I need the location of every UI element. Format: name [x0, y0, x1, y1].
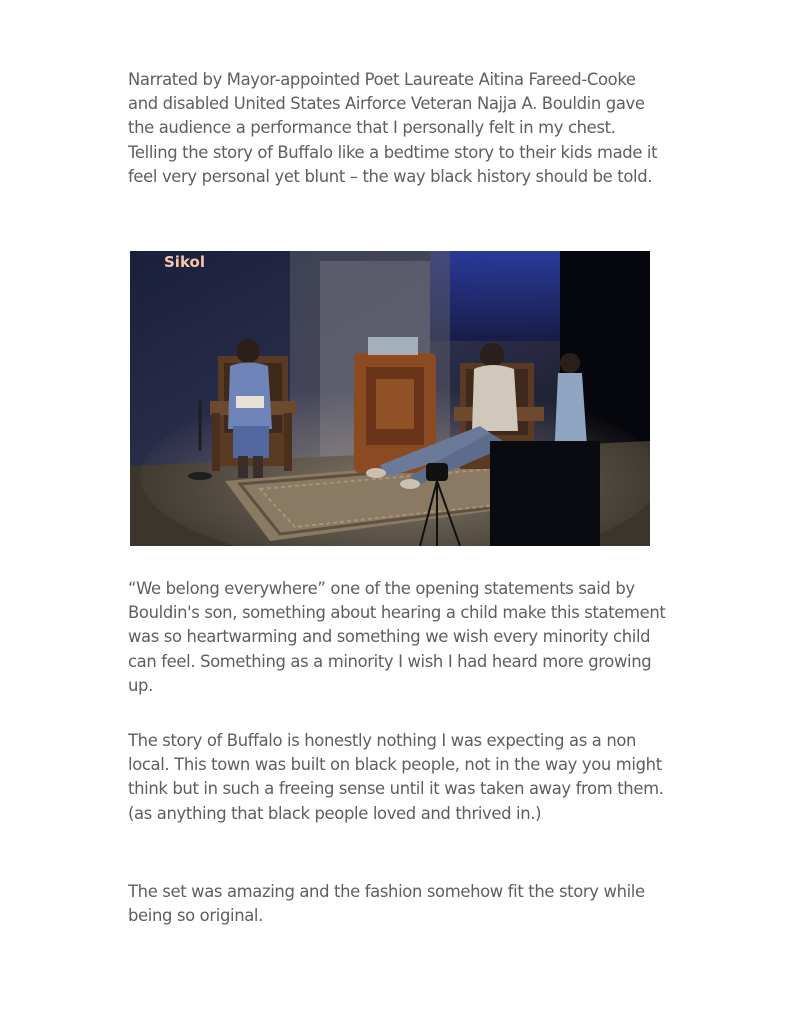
stage-scene-illustration — [130, 251, 650, 546]
article-paragraph-buffalo: The story of Buffalo is honestly nothing I was expecting as a non local. This town was built on black people, not in the way you might think but in such a freeing sense until it was taken away from them. (as anything that black people loved and thrived in.) — [128, 731, 664, 823]
article-paragraph-belong: “We belong everywhere” one of the opening statements said by Bouldin's son, something about hearing a child make this statement was so heartwarming and something we wish every minority child can feel. Something as a minority I wish I had heard more growing up. — [128, 579, 666, 695]
article-paragraph-set: The set was amazing and the fashion somehow fit the story while being so original. — [128, 882, 645, 926]
stage-photo — [130, 251, 650, 546]
neon-sign-text: Sikol — [164, 253, 205, 271]
article-paragraph-intro: Narrated by Mayor-appointed Poet Laureate Aitina Fareed-Cooke and disabled United States Airforce Veteran Najja A. Bouldin gave the audience a performance that I personally felt in my chest. Telling the story of Buffalo like a bedtime story to their kids made it feel very personal yet blunt – the way black history should be told. — [128, 70, 658, 186]
